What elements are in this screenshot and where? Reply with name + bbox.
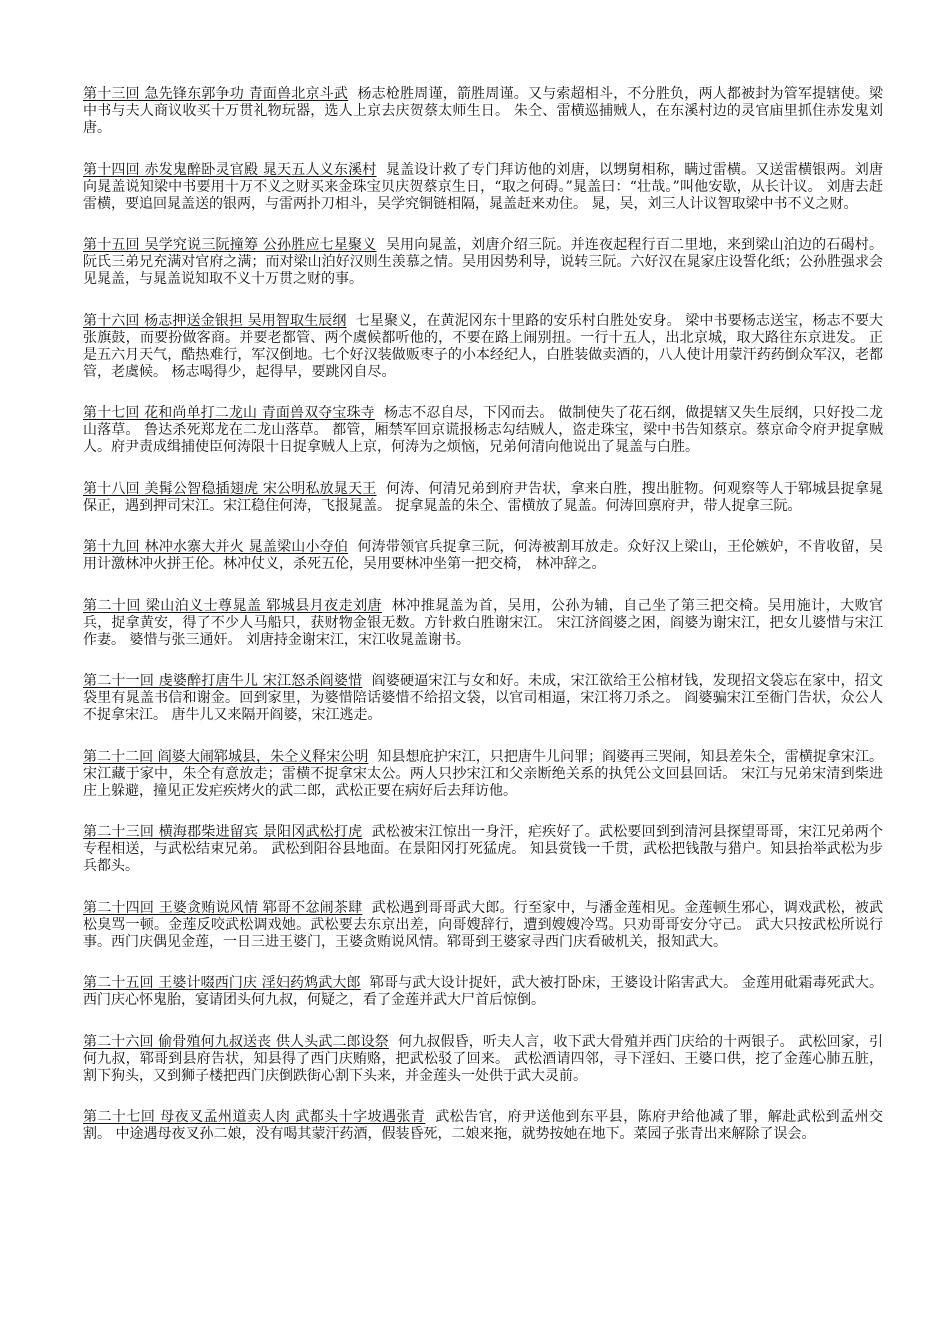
chapter-title: 第二十二回 阎婆大闹郓城县，朱仝义释宋公明 (83, 748, 369, 765)
chapter-summary: 杨志枪胜周谨，箭胜周谨。又与索超相斗，不分胜负，两人都被封为管军提辖使。梁中书与夫人商议收买十万贯礼物玩器，选人上京去庆贺蔡太师生日。 朱仝、雷横巡捕贼人，在东溪村边的灵官庙里抓住赤发鬼刘唐。 (83, 86, 883, 136)
chapter-title: 第十九回 林冲水寨大并火 晁盖梁山小夺伯 (83, 539, 349, 555)
chapter-title: 第十七回 花和尚单打二龙山 青面兽双夺宝珠寺 (83, 405, 375, 421)
chapter-24 (83, 900, 883, 951)
chapter-summary: 阎婆硬逼宋江与女和好。未成，宋江欲给王公棺材钱，发现招文袋忘在家中，招文袋里有晁盖书信和谢金。回到家里，为婆惜陪话婆惜不给招文袋，以官司相逼，宋江将刀杀之。 阎婆骗宋江至衙门告状，众公人不捉拿宋江。 唐牛儿又来隔开阎婆，宋江逃走。 (83, 673, 883, 723)
chapter-14 (83, 162, 883, 213)
chapter-title: 第二十四回 王婆贪贿说风情 郓哥不忿闹茶肆 (83, 899, 363, 916)
chapter-19 (83, 539, 883, 573)
chapter-summary: 晁盖设计救了专门拜访他的刘唐，以甥舅相称，瞒过雷横。又送雷横银两。刘唐向晁盖说知梁中书要用十万不义之财买来金珠宝贝庆贺蔡京生日，“取之何碍。”晁盖曰：“壮哉。”叫他安歇，从长计议。 刘唐去赶雷横，要追回晁盖送的银两，与雷两扑刀相斗，吴学究铜链相隔，晁盖赶来劝住。 晁，吴，刘三人计议智取梁中书不义之财。 (83, 161, 884, 212)
chapter-summary: 杨志不忍自尽，下冈而去。 做制使失了花石纲，做提辖又失生辰纲，只好投二龙山落草。 鲁达杀死郑龙在二龙山落草。 都管，厢禁军回京谎报杨志勾结贼人，盗走珠宝，梁中书告知蔡京。蔡京命令府尹捉拿贼人。府尹责成缉捕使臣何涛限十日捉拿贼人上京，何涛为之烦恼，兄弟何清向他说出了晁盖与白胜。 (83, 405, 884, 455)
chapter-summary: 郓哥与武大设计捉奸，武大被打卧床，王婆设计陷害武大。 金莲用砒霜毒死武大。西门庆心怀鬼胎，宴请团头何九叔，何疑之，看了金莲并武大尸首后惊倒。 (83, 975, 883, 1008)
chapter-list (83, 86, 883, 1168)
chapter-summary: 武松遇到哥哥武大郎。行至家中，与潘金莲相见。金莲顿生邪心，调戏武松，被武松臭骂一顿。金莲反咬武松调戏她。武松要去东京出差，向哥嫂辞行，遭到嫂嫂冷骂。只劝哥哥安分守己。 武大只按武松所说行事。西门庆偶见金莲，一日三进王婆门，王婆贪贿说风情。郓哥到王婆家寻西门庆看破机关，报知武大。 (83, 899, 883, 950)
chapter-title: 第二十三回 横海郡柴进留宾 景阳冈武松打虎 (83, 824, 363, 840)
chapter-title: 第十八回 美髯公智稳插翅虎 宋公明私放晁天王 (83, 480, 377, 497)
chapter-16 (83, 313, 883, 381)
chapter-25 (83, 975, 883, 1009)
chapter-title: 第十三回 急先锋东郭争功 青面兽北京斗武 (83, 86, 349, 102)
chapter-summary: 吴用向晁盖，刘唐介绍三阮。并连夜起程行百二里地，来到梁山泊边的石碣村。 阮氏三弟兄充满对官府之满；而对梁山泊好汉则生羡慕之情。吴用因势利导，说转三阮。六好汉在晁家庄设誓化纸；公孙胜强求会见晁盖，与晁盖说知取不义十万贯之财的事。 (83, 237, 884, 287)
chapter-title: 第二十五回 王婆计啜西门庆 淫妇药鸩武大郎 (83, 975, 361, 991)
chapter-summary: 何九叔假昏，听夫人言，收下武大骨殖并西门庆给的十两银子。 武松回家，引何九叔，郓哥到县府告状，知县得了西门庆贿赂，把武松驳了回来。 武松酒请四邻，寻下淫妇、王婆口供，挖了金莲心肺五脏，割下狗头，又到狮子楼把西门庆倒跌街心割下头来，并金莲头一处供于武大灵前。 (83, 1033, 883, 1084)
chapter-title: 第二十回 梁山泊义士尊晁盖 郓城县月夜走刘唐 (83, 597, 383, 614)
chapter-title: 第十六回 杨志押送金银担 吴用智取生辰纲 (83, 312, 347, 329)
chapter-title: 第二十七回 母夜叉孟州道卖人肉 武都头十字坡遇张青 (83, 1109, 426, 1125)
chapter-20 (83, 598, 883, 649)
chapter-26 (83, 1034, 883, 1085)
chapter-21 (83, 673, 883, 724)
chapter-13 (83, 86, 883, 137)
chapter-23 (83, 824, 883, 875)
chapter-title: 第二十六回 偷骨殖何九叔送丧 供人头武二郎设祭 (83, 1033, 389, 1050)
chapter-summary: 七星聚义，在黄泥冈东十里路的安乐村白胜处安身。 梁中书要杨志送宝，杨志不要大张旗鼓，而要扮做客商。并要老都管、两个虞候都听他的，不要在路上闹别扭。一行十五人，出北京城，取大路往东京进发。 正是五六月天气，酷热难行，军汉倒地。七个好汉装做贩枣子的小本经纪人，白胜装做卖酒的，八人使计用蒙汗药药倒众军汉，老都管，老虞候。 杨志喝得少，起得早，要跳冈自尽。 (83, 312, 884, 380)
chapter-summary: 知县想庇护宋江，只把唐牛儿问罪；阎婆再三哭闹，知县差朱仝，雷横捉拿宋江。宋江藏于家中，朱仝有意放走；雷横不捉拿宋太公。两人只抄宋江和父亲断绝关系的执凭公文回县回话。 宋江与兄弟宋清到柴进庄上躲避，撞见正发疟疾烤火的武二郎，武松正要在病好后去拜访他。 (83, 748, 883, 799)
chapter-summary: 林冲推晁盖为首，吴用，公孙为辅，自己坐了第三把交椅。吴用施计，大败官兵，捉拿黄安，得了不少人马船只，获财物金银无数。方针救白胜谢宋江。 宋江济阎婆之困，阎婆为谢宋江，把女儿婆惜与宋江作妻。 婆惜与张三通奸。 刘唐持金谢宋江，宋江收晁盖谢书。 (83, 597, 884, 648)
chapter-title: 第十四回 赤发鬼醉卧灵官殿 晁天五人义东溪村 (83, 161, 377, 178)
chapter-summary: 武松告官，府尹送他到东平县，陈府尹给他减了罪，解赴武松到孟州交割。 中途遇母夜叉孙二娘，没有喝其蒙汗药酒，假装昏死，二娘来拖，就势按她在地下。菜园子张青出来解除了误会。 (83, 1109, 883, 1142)
chapter-summary: 何涛、何清兄弟到府尹告状，拿来白胜，搜出脏物。何观察等人于郓城县捉拿晁保正，遇到押司宋江。宋江稳住何涛，飞报晁盖。 捉拿晁盖的朱仝、雷横放了晁盖。何涛回禀府尹，带人捉拿三阮。 (83, 480, 884, 514)
chapter-summary: 武松被宋江惊出一身汗，疟疾好了。武松要回到到清河县探望哥哥，宋江兄弟两个专程相送，与武松结束兄弟。 武松到阳谷县地面。在景阳冈打死猛虎。 知县赏钱一千贯，武松把钱散与猎户。知县抬举武松为步兵都头。 (83, 824, 883, 874)
chapter-summary: 何涛带领官兵捉拿三阮，何涛被割耳放走。众好汉上梁山，王伦嫉妒，不肯收留，吴用计激林冲火拼王伦。林冲仗义，杀死五伦，吴用要林冲坐第一把交椅， 林冲辞之。 (83, 539, 883, 572)
chapter-22 (83, 749, 883, 800)
chapter-18 (83, 481, 883, 515)
chapter-title: 第二十一回 虔婆醉打唐牛儿 宋江怒杀阎婆惜 (83, 673, 363, 689)
chapter-17 (83, 405, 883, 456)
chapter-27 (83, 1109, 883, 1143)
chapter-15 (83, 237, 883, 288)
chapter-title: 第十五回 吴学究说三阮撞筹 公孙胜应七星聚义 (83, 237, 377, 253)
